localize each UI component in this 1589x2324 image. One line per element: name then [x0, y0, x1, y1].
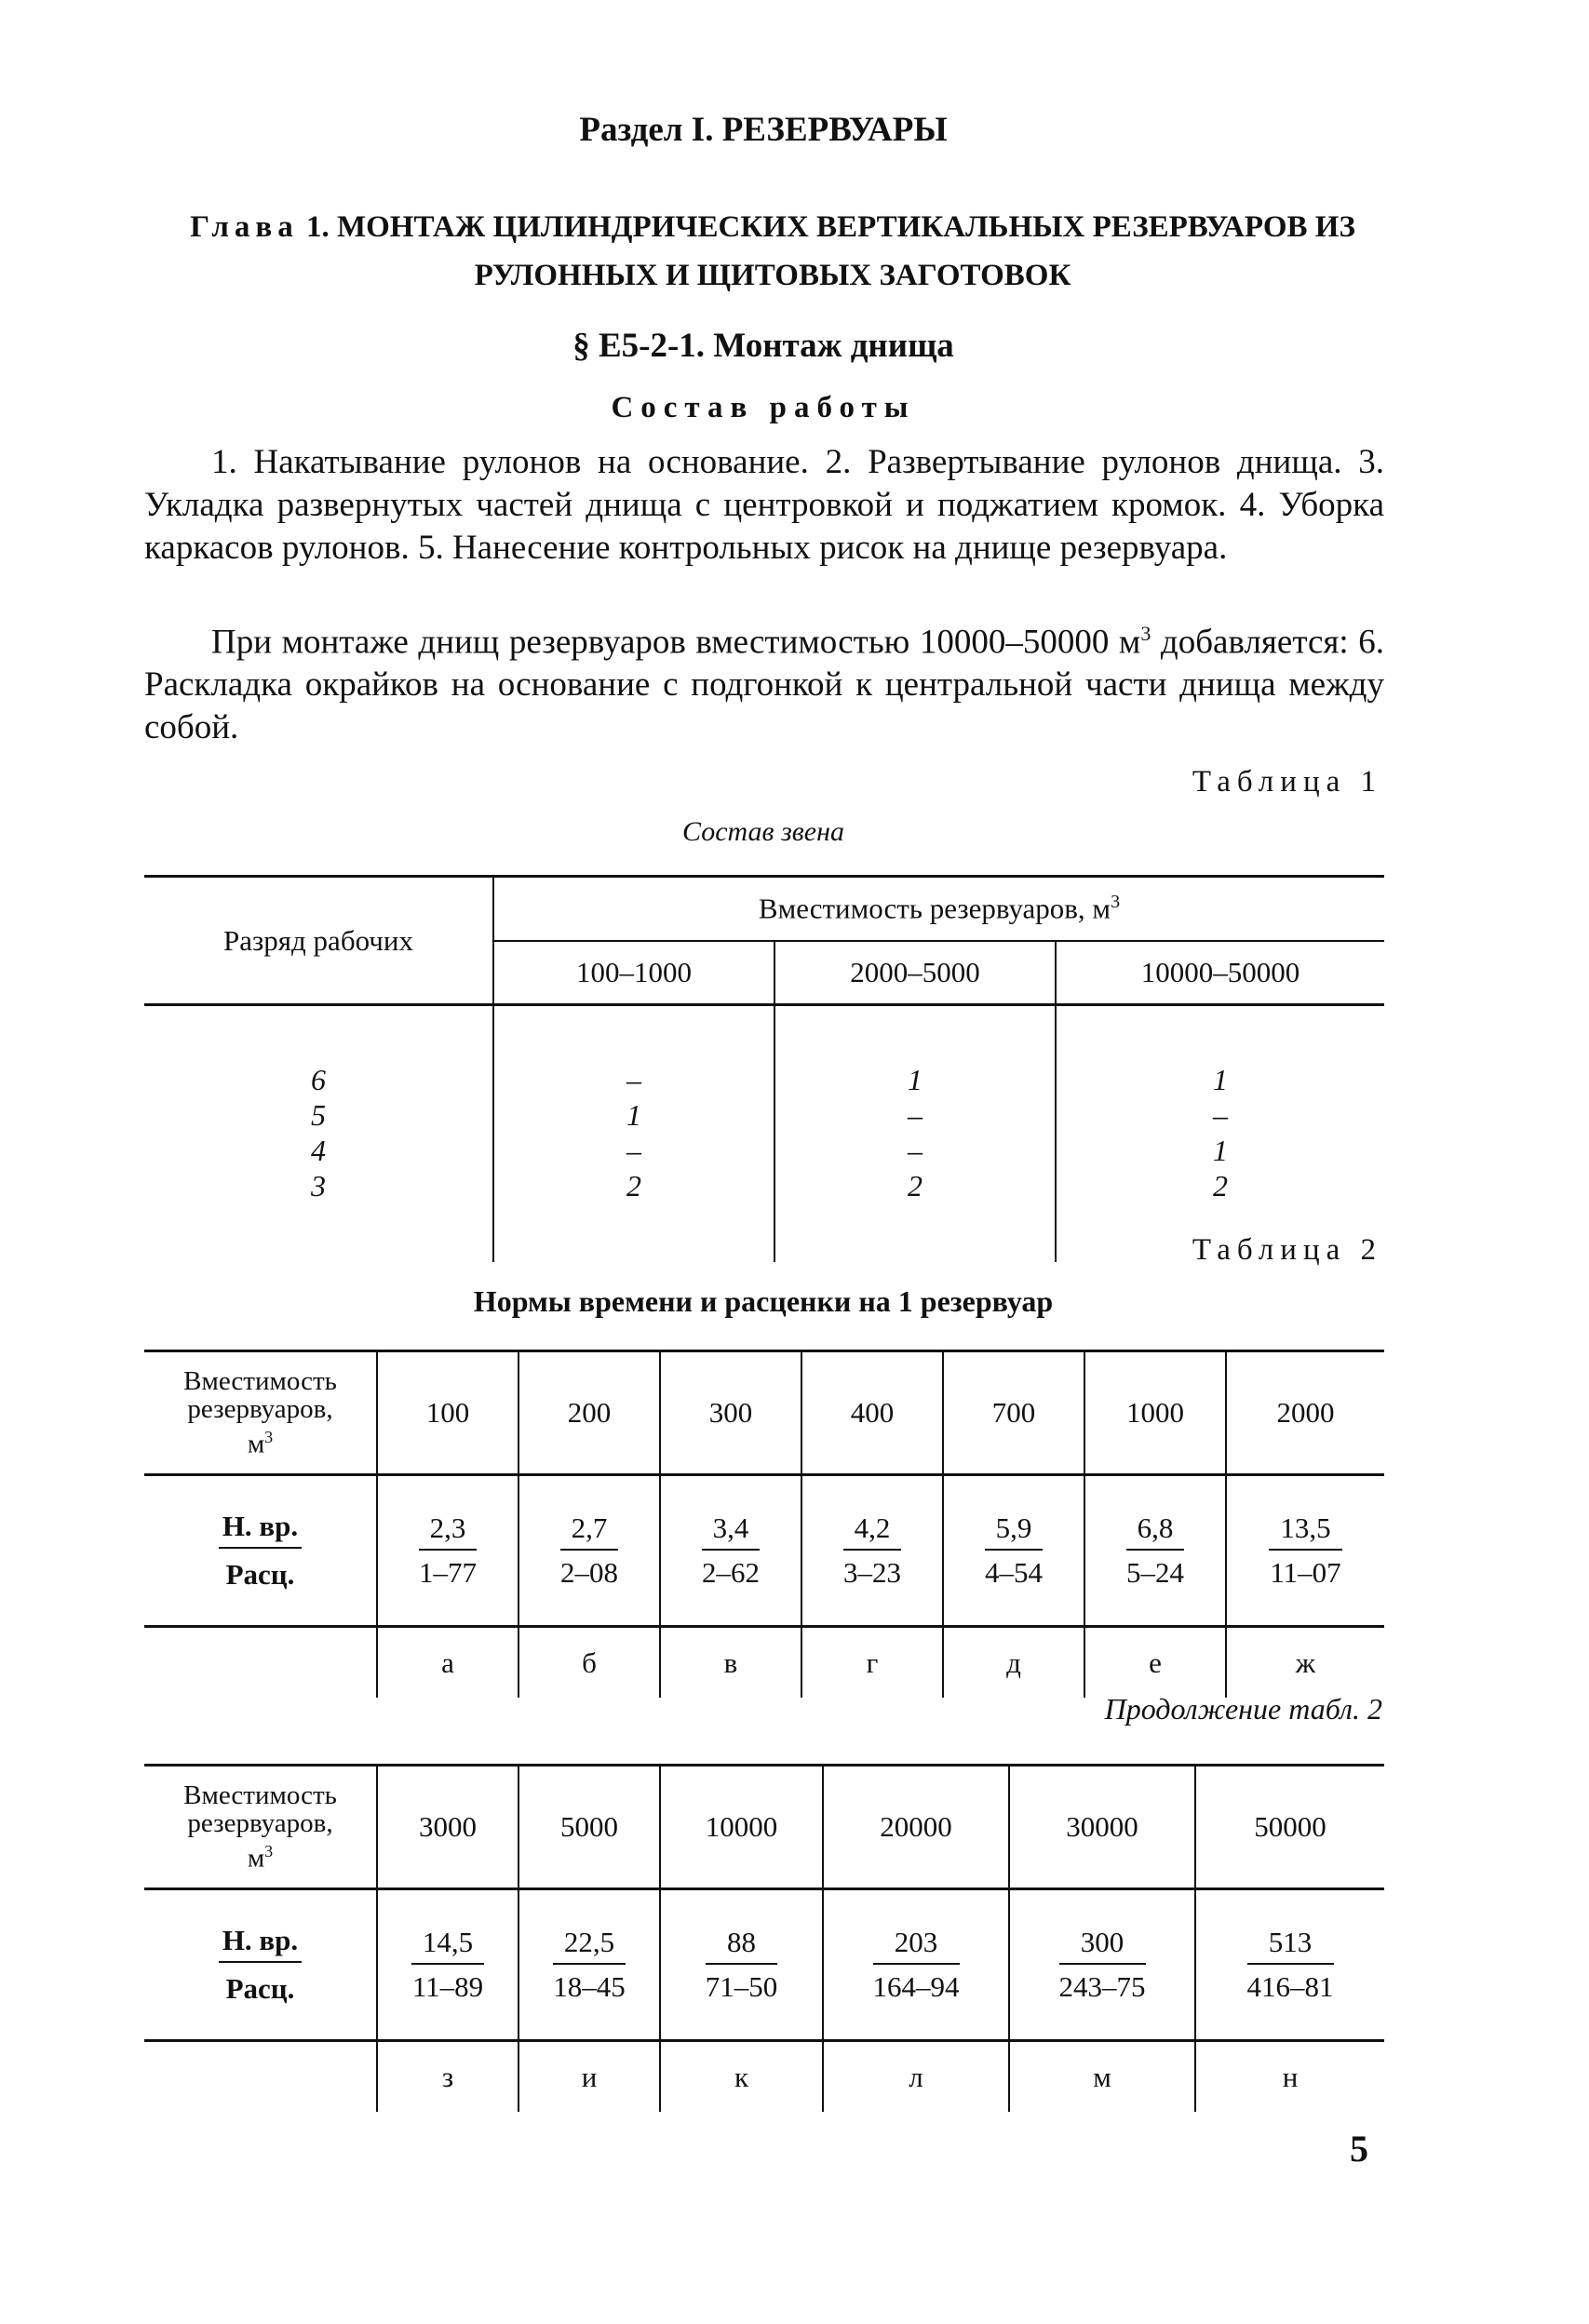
rate-value: 71–50	[705, 1970, 778, 2003]
header-label-line1: Вместимость	[183, 1366, 337, 1397]
rate-value: 2–62	[702, 1556, 760, 1589]
table1-value: 2	[908, 1169, 922, 1202]
chapter-title-prefix: Глава	[190, 210, 299, 244]
norm-rate-cell	[518, 1889, 660, 2041]
work-text-2	[144, 612, 1384, 749]
table1-value: –	[626, 1063, 641, 1096]
capacity-cell: 5000	[518, 1766, 660, 1889]
capacity-cell: 10000	[660, 1766, 823, 1889]
norm-rate-fraction	[702, 1511, 761, 1590]
rate-value: 164–94	[872, 1970, 960, 2003]
table2-part1	[144, 1350, 1384, 1698]
row-label-norm: Н. вр.	[219, 1924, 302, 1963]
table1-grades-cell	[144, 1005, 493, 1263]
code-label-cell	[144, 1627, 377, 1699]
norm-value: 5,9	[985, 1511, 1044, 1551]
norm-rate-cell	[1195, 1889, 1384, 2041]
table1-col3-cell	[1056, 1005, 1384, 1263]
norm-rate-fraction	[1126, 1511, 1185, 1590]
table1-grade: 4	[311, 1134, 326, 1167]
capacity-cell: 1000	[1084, 1351, 1226, 1475]
table1-col-header: 10000–50000	[1056, 941, 1384, 1005]
rate-value: 4–54	[985, 1556, 1043, 1589]
header-label-unit: м	[247, 1429, 265, 1459]
norm-rate-fraction	[843, 1511, 902, 1590]
norm-value: 13,5	[1269, 1511, 1341, 1551]
norm-rate-cell	[823, 1889, 1009, 2041]
rate-value: 5–24	[1126, 1556, 1184, 1589]
capacity-cell: 700	[943, 1351, 1084, 1475]
header-label-line2: резервуаров,	[187, 1394, 333, 1425]
code-cell: н	[1195, 2041, 1384, 2113]
capacity-cell: 20000	[823, 1766, 1009, 1889]
table1-group-header-sup: 3	[1111, 892, 1121, 913]
rate-value: 243–75	[1058, 1970, 1146, 2003]
capacity-cell: 2000	[1226, 1351, 1384, 1475]
table2-part1-header-label	[144, 1351, 377, 1475]
chapter-title-rest: 1. МОНТАЖ ЦИЛИНДРИЧЕСКИХ ВЕРТИКАЛЬНЫХ РЕЗЕРВУАРОВ ИЗ РУЛОННЫХ И ЩИТОВЫХ ЗАГОТОВОК	[305, 210, 1355, 292]
table1-grade: 3	[311, 1169, 326, 1202]
header-label-unit: м	[247, 1843, 265, 1874]
rate-value: 18–45	[553, 1970, 626, 2003]
paragraph-title: § Е5-2-1. Монтаж днища	[572, 327, 954, 365]
table1-value: –	[626, 1134, 641, 1167]
table1-label: Таблица 1	[1192, 765, 1382, 799]
capacity-cell: 50000	[1195, 1766, 1384, 1889]
norm-value: 513	[1247, 1926, 1334, 1965]
table1-row-header: Разряд рабочих	[144, 877, 493, 1005]
table1-value: 1	[908, 1063, 922, 1096]
table1-value: 1	[626, 1098, 641, 1132]
norm-rate-cell	[1009, 1889, 1195, 2041]
norm-rate-cell	[943, 1475, 1084, 1627]
header-label-line3	[144, 1423, 376, 1458]
code-cell: б	[518, 1627, 660, 1699]
norm-value: 203	[873, 1926, 960, 1965]
table1-col-header: 2000–5000	[774, 941, 1056, 1005]
table2-continuation-label: Продолжение табл. 2	[1104, 1692, 1382, 1726]
norm-rate-cell	[660, 1889, 823, 2041]
capacity-cell: 400	[801, 1351, 943, 1475]
header-label-line1: Вместимость	[183, 1780, 337, 1811]
code-cell: и	[518, 2041, 660, 2113]
code-cell: е	[1084, 1627, 1226, 1699]
rate-value: 1–77	[419, 1556, 477, 1589]
work-text-2-start: При монтаже днищ резервуаров вместимостью 10000–50000 м	[211, 623, 1141, 662]
table1-col2-cell	[774, 1005, 1056, 1263]
code-cell: д	[943, 1627, 1084, 1699]
norm-value: 14,5	[411, 1926, 484, 1965]
norm-value: 22,5	[553, 1926, 626, 1965]
norm-value: 3,4	[702, 1511, 761, 1551]
table1-grade: 6	[311, 1063, 326, 1096]
work-text-2-sup: 3	[1140, 622, 1151, 645]
table1-value: –	[908, 1134, 922, 1167]
table2-caption: Нормы времени и расценки на 1 резервуар	[473, 1284, 1054, 1318]
norm-rate-cell	[377, 1889, 518, 2041]
norm-rate-fraction	[1269, 1511, 1341, 1590]
row-label-cell	[144, 1475, 377, 1627]
capacity-cell: 100	[377, 1351, 518, 1475]
code-cell: ж	[1226, 1627, 1384, 1699]
norm-rate-fraction	[411, 1926, 484, 2004]
norm-value: 4,2	[843, 1511, 902, 1551]
norm-rate-cell	[1226, 1475, 1384, 1627]
code-label-cell	[144, 2041, 377, 2113]
norm-rate-fraction	[985, 1511, 1044, 1590]
capacity-cell: 3000	[377, 1766, 518, 1889]
work-text-2-end: добавляется: 6. Раскладка окрайков на основание с подгонкой к центральной части днища между собой.	[144, 623, 1384, 747]
header-label-line3	[144, 1837, 376, 1873]
table1-value: 1	[1213, 1063, 1228, 1096]
table1-col-header: 100–1000	[493, 941, 774, 1005]
table2-part2	[144, 1764, 1384, 2112]
code-cell: л	[823, 2041, 1009, 2113]
table1-grade: 5	[311, 1098, 326, 1132]
code-cell: з	[377, 2041, 518, 2113]
row-label	[219, 1924, 302, 2006]
header-label-sup: 3	[264, 1842, 274, 1861]
norm-rate-fraction	[706, 1926, 778, 2004]
code-cell: а	[377, 1627, 518, 1699]
norm-rate-cell	[660, 1475, 801, 1627]
capacity-cell: 30000	[1009, 1766, 1195, 1889]
norm-rate-cell	[801, 1475, 943, 1627]
norm-rate-fraction	[1059, 1926, 1146, 2004]
norm-value: 6,8	[1126, 1511, 1185, 1551]
table1-group-header-text: Вместимость резервуаров, м	[758, 892, 1111, 925]
rate-value: 11–07	[1270, 1556, 1341, 1589]
code-cell: м	[1009, 2041, 1195, 2113]
work-composition-title: Состав работы	[611, 391, 916, 424]
row-label-cell	[144, 1889, 377, 2041]
row-label-norm: Н. вр.	[219, 1510, 302, 1549]
code-cell: г	[801, 1627, 943, 1699]
table1-value: 1	[1213, 1134, 1228, 1167]
table2-label: Таблица 2	[1192, 1233, 1382, 1267]
norm-value: 88	[706, 1926, 778, 1965]
table1-value: –	[908, 1098, 922, 1132]
rate-value: 2–08	[560, 1556, 618, 1589]
table1-value: 2	[1213, 1169, 1228, 1202]
work-text-1: 1. Накатывание рулонов на основание. 2. Развертывание рулонов днища. 3. Укладка развернутых частей днища с центровкой и поджатием кромок. 4. Уборка каркасов рулонов. 5. Нанесение контрольных рисок на днище резервуара.	[144, 443, 1384, 567]
row-label	[219, 1510, 302, 1592]
code-cell: к	[660, 2041, 823, 2113]
rate-value: 11–89	[411, 1970, 484, 2003]
norm-rate-fraction	[873, 1926, 960, 2004]
norm-rate-fraction	[419, 1511, 478, 1590]
table1-group-header	[493, 877, 1384, 941]
capacity-cell: 300	[660, 1351, 801, 1475]
section-title: Раздел I. РЕЗЕРВУАРЫ	[579, 111, 948, 149]
norm-value: 2,7	[560, 1511, 619, 1551]
table1-value: –	[1213, 1098, 1228, 1132]
rate-value: 416–81	[1246, 1970, 1334, 2003]
norm-rate-cell	[518, 1475, 660, 1627]
capacity-cell: 200	[518, 1351, 660, 1475]
table1-value: 2	[626, 1169, 641, 1202]
rate-value: 3–23	[843, 1556, 901, 1589]
header-label-line2: резервуаров,	[187, 1808, 333, 1839]
table1	[144, 875, 1384, 1262]
norm-rate-fraction	[553, 1926, 626, 2004]
table1-col1-cell	[493, 1005, 774, 1263]
norm-rate-cell	[377, 1475, 518, 1627]
chapter-title	[140, 203, 1406, 300]
norm-value: 300	[1059, 1926, 1146, 1965]
row-label-rate: Расц.	[225, 1558, 295, 1591]
norm-rate-fraction	[560, 1511, 619, 1590]
row-label-rate: Расц.	[225, 1972, 295, 2005]
page-number: 5	[1350, 2128, 1368, 2170]
table1-caption: Состав звена	[681, 816, 844, 847]
norm-rate-fraction	[1247, 1926, 1334, 2004]
table2-part2-header-label	[144, 1766, 377, 1889]
norm-value: 2,3	[419, 1511, 478, 1551]
norm-rate-cell	[1084, 1475, 1226, 1627]
code-cell: в	[660, 1627, 801, 1699]
header-label-sup: 3	[264, 1428, 274, 1447]
